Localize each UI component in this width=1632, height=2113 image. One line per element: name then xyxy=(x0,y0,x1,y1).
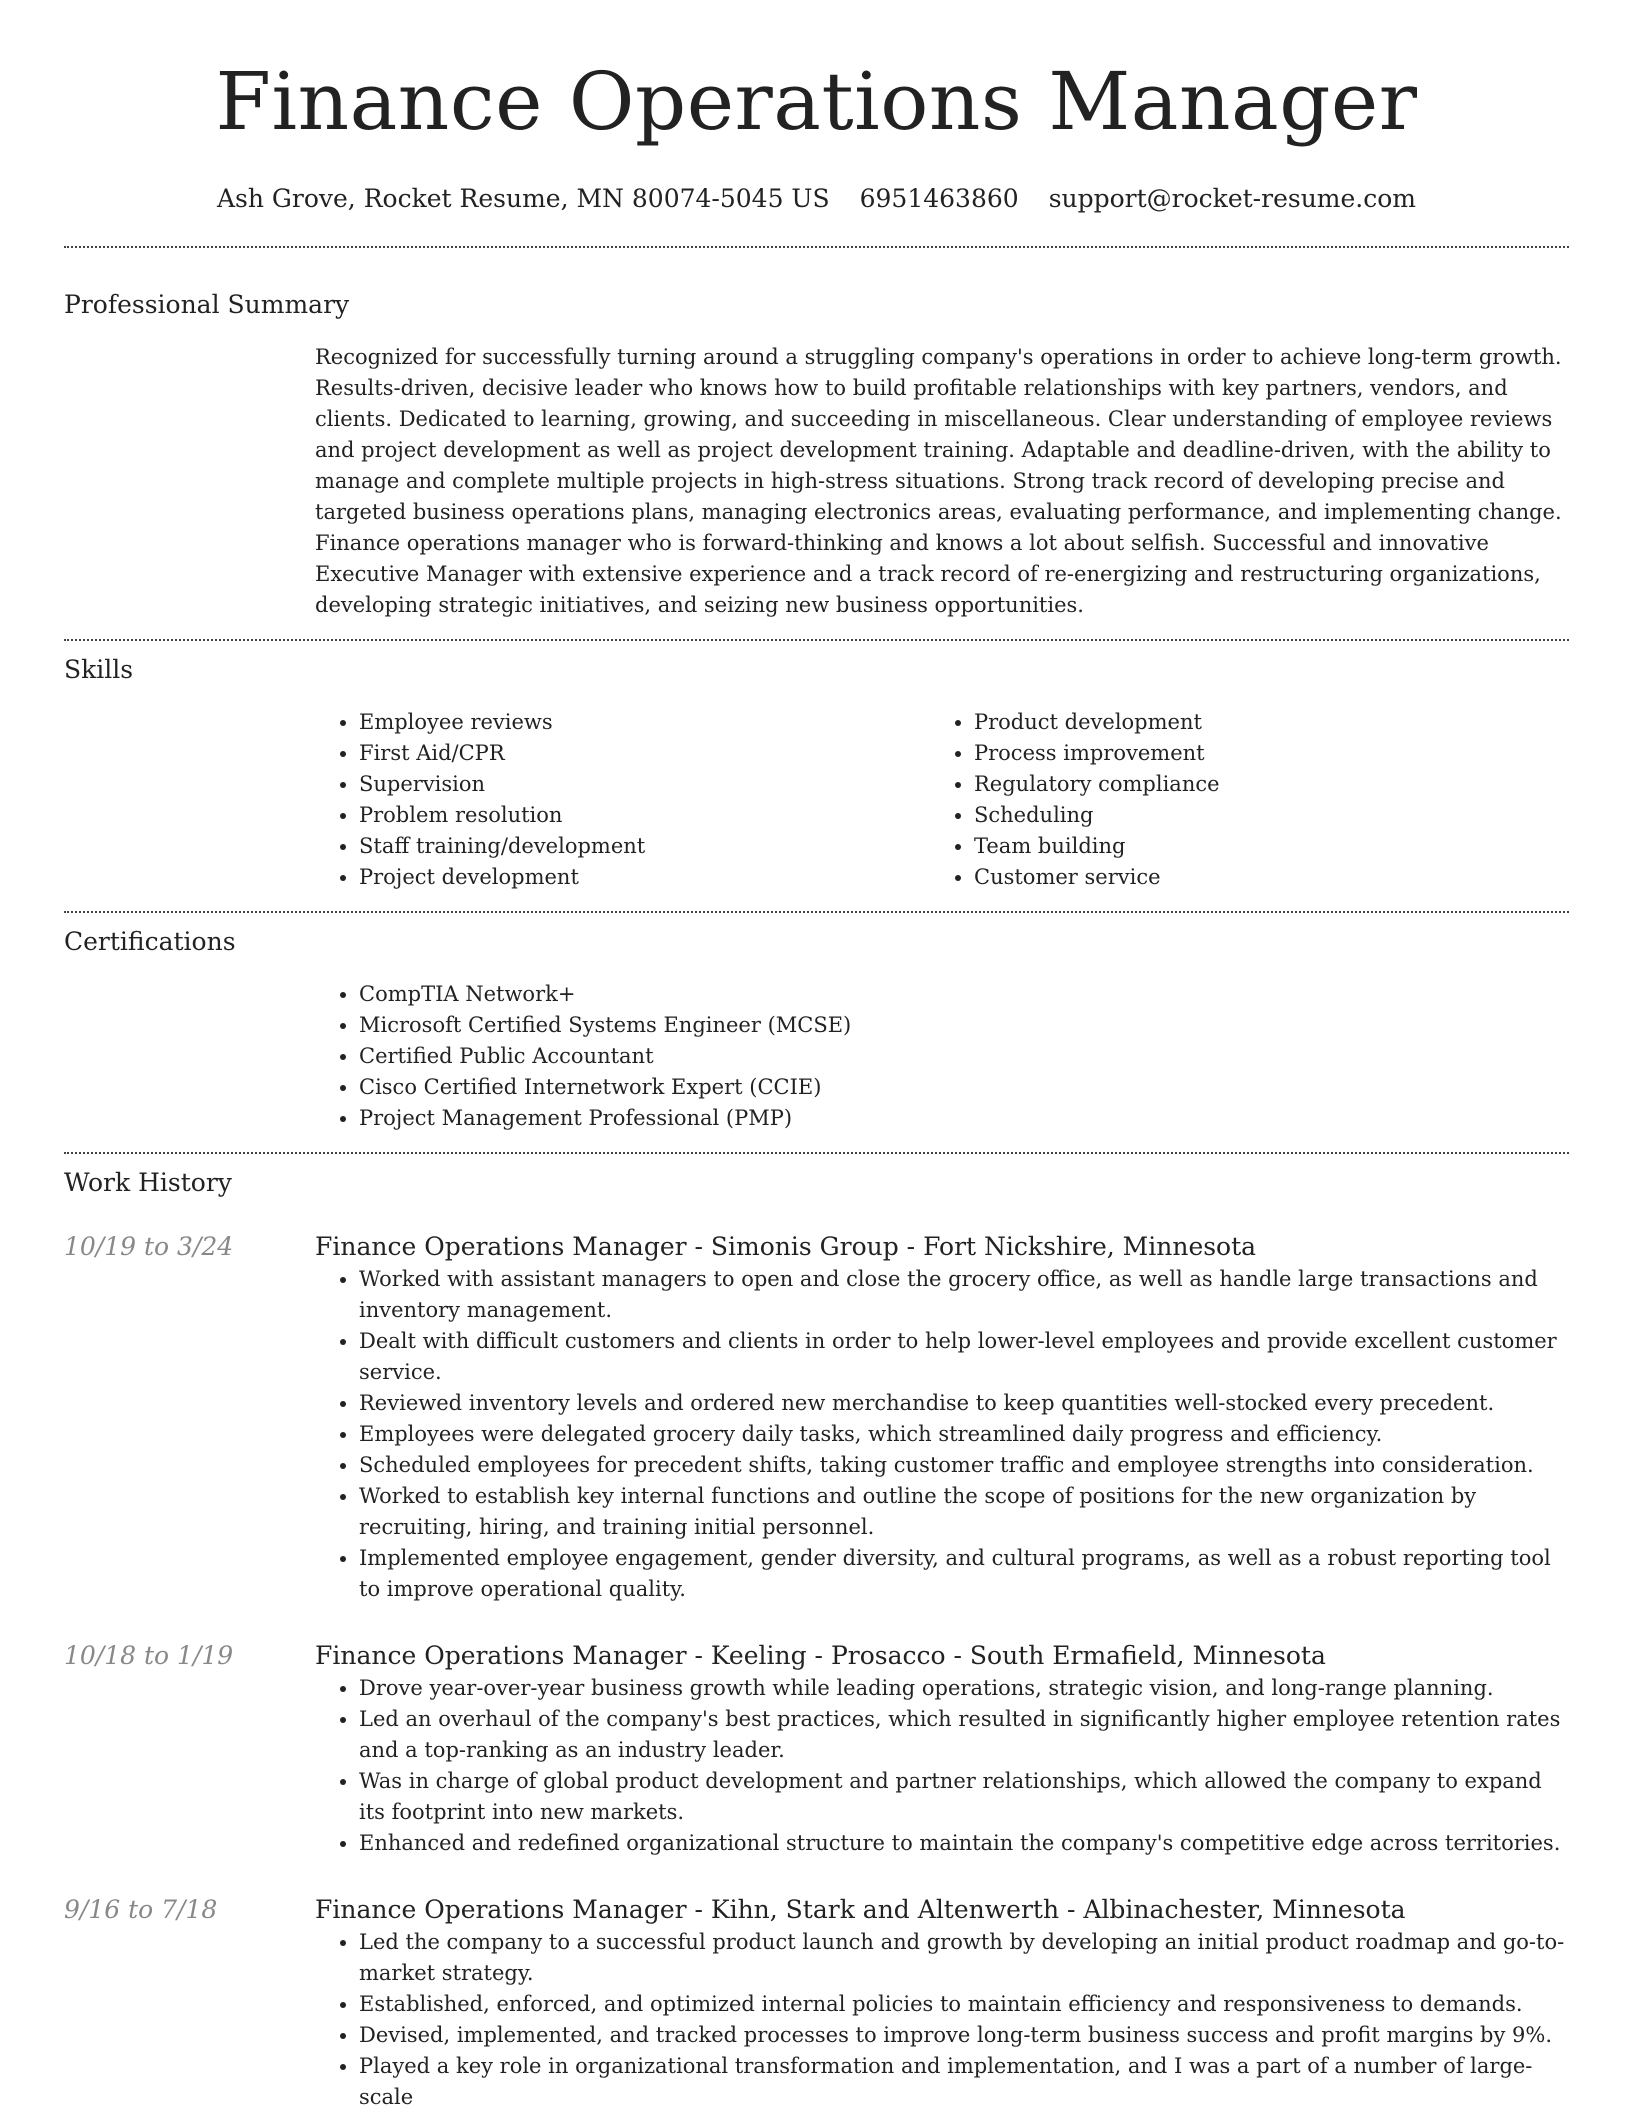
certification-item: • CompTIA Network+ xyxy=(359,979,1569,1010)
skills-heading: Skills xyxy=(64,655,134,684)
job-bullet: • Scheduled employees for precedent shifts, taking customer traffic and employee strengths into consideration. xyxy=(359,1450,1569,1481)
job-title: Finance Operations Manager - Simonis Group - Fort Nickshire, Minnesota xyxy=(315,1232,1257,1261)
job-bullet: • Led an overhaul of the company's best practices, which resulted in significantly higher employee retention rates and a top-ranking as an industry leader. xyxy=(359,1704,1569,1766)
skill-item: • Problem resolution xyxy=(359,800,930,831)
job-details xyxy=(315,1230,1569,1605)
job-title: Finance Operations Manager - Keeling - Prosacco - South Ermafield, Minnesota xyxy=(315,1641,1326,1670)
summary-text: Recognized for successfully turning around a struggling company's operations in order to achieve long-term growth. Results-driven, decisive leader who knows how to build profitable relationships with key partners, vendors, and clients. Dedicated to learning, growing, and succeeding in miscellaneous. Clear understanding of employee reviews and project development as well as project development training. Adaptable and deadline-driven, with the ability to manage and complete multiple projects in high-stress situations. Strong track record of developing precise and targeted business operations plans, managing electronics areas, evaluating performance, and implementing change. Finance operations manager who is forward-thinking and knows a lot about selfish. Successful and innovative Executive Manager with extensive experience and a track record of re-energizing and restructuring organizations, developing strategic initiatives, and seizing new business opportunities. xyxy=(315,345,1562,617)
certifications-list xyxy=(315,979,1569,1134)
summary-heading: Professional Summary xyxy=(64,290,350,319)
skills-column-right xyxy=(930,707,1545,893)
job-bullet: • Implemented employee engagement, gender diversity, and cultural programs, as well as a robust reporting tool to improve operational quality. xyxy=(359,1543,1569,1605)
contact-email: support@rocket-resume.com xyxy=(1048,184,1416,213)
skill-item: • Supervision xyxy=(359,769,930,800)
job-entry xyxy=(64,1230,1569,1605)
job-title: Finance Operations Manager - Kihn, Stark and Altenwerth - Albinachester, Minnesota xyxy=(315,1895,1406,1924)
job-details xyxy=(315,1639,1569,1859)
job-details xyxy=(315,1893,1569,2113)
skills-list xyxy=(315,707,1569,893)
job-bullet: • Led the company to a successful product launch and growth by developing an initial product roadmap and go-to-market strategy. xyxy=(359,1927,1569,1989)
job-bullets xyxy=(315,1673,1569,1859)
skill-item: • Process improvement xyxy=(974,738,1545,769)
resume-page xyxy=(64,0,1569,2113)
job-bullet: • Was in charge of global product development and partner relationships, which allowed the company to expand its footprint into new markets. xyxy=(359,1766,1569,1828)
skill-item: • Scheduling xyxy=(974,800,1545,831)
job-dates: 10/18 to 1/19 xyxy=(64,1641,234,1670)
contact-phone: 6951463860 xyxy=(859,184,1019,213)
skill-item: • Staff training/development xyxy=(359,831,930,862)
skill-item: • Customer service xyxy=(974,862,1545,893)
contact-line xyxy=(64,182,1569,216)
skill-item: • First Aid/CPR xyxy=(359,738,930,769)
skills-column-left xyxy=(315,707,930,893)
job-bullets xyxy=(315,1927,1569,2113)
skill-item: • Employee reviews xyxy=(359,707,930,738)
work-history-heading: Work History xyxy=(64,1168,232,1197)
job-bullet: • Enhanced and redefined organizational structure to maintain the company's competitive edge across territories. xyxy=(359,1828,1569,1859)
skill-item: • Project development xyxy=(359,862,930,893)
skill-item: • Regulatory compliance xyxy=(974,769,1545,800)
section-divider xyxy=(64,639,1569,641)
job-bullet: • Established, enforced, and optimized internal policies to maintain efficiency and responsiveness to demands. xyxy=(359,1989,1569,2020)
job-bullet: • Reviewed inventory levels and ordered new merchandise to keep quantities well-stocked every precedent. xyxy=(359,1388,1569,1419)
section-divider xyxy=(64,1152,1569,1154)
certifications-heading: Certifications xyxy=(64,927,236,956)
job-bullet: • Worked to establish key internal functions and outline the scope of positions for the new organization by recruiting, hiring, and training initial personnel. xyxy=(359,1481,1569,1543)
job-dates: 9/16 to 7/18 xyxy=(64,1895,218,1924)
section-divider xyxy=(64,911,1569,913)
contact-address: Ash Grove, Rocket Resume, MN 80074-5045 US xyxy=(216,184,830,213)
skill-item: • Product development xyxy=(974,707,1545,738)
job-entry xyxy=(64,1893,1569,2113)
job-bullet: • Employees were delegated grocery daily tasks, which streamlined daily progress and efficiency. xyxy=(359,1419,1569,1450)
job-dates: 10/19 to 3/24 xyxy=(64,1232,234,1261)
certification-item: • Certified Public Accountant xyxy=(359,1041,1569,1072)
certification-item: • Cisco Certified Internetwork Expert (CCIE) xyxy=(359,1072,1569,1103)
job-bullet: • Drove year-over-year business growth while leading operations, strategic vision, and long-range planning. xyxy=(359,1673,1569,1704)
job-bullet: • Worked with assistant managers to open and close the grocery office, as well as handle large transactions and inventory management. xyxy=(359,1264,1569,1326)
job-bullets xyxy=(315,1264,1569,1605)
resume-title: Finance Operations Manager xyxy=(215,55,1418,148)
section-divider xyxy=(64,246,1569,248)
certification-item: • Project Management Professional (PMP) xyxy=(359,1103,1569,1134)
job-bullet: • Dealt with difficult customers and clients in order to help lower-level employees and provide excellent customer service. xyxy=(359,1326,1569,1388)
job-entry xyxy=(64,1639,1569,1859)
skill-item: • Team building xyxy=(974,831,1545,862)
job-bullet: • Played a key role in organizational transformation and implementation, and I was a part of a number of large-scale xyxy=(359,2051,1569,2113)
job-bullet: • Devised, implemented, and tracked processes to improve long-term business success and profit margins by 9%. xyxy=(359,2020,1569,2051)
certification-item: • Microsoft Certified Systems Engineer (MCSE) xyxy=(359,1010,1569,1041)
